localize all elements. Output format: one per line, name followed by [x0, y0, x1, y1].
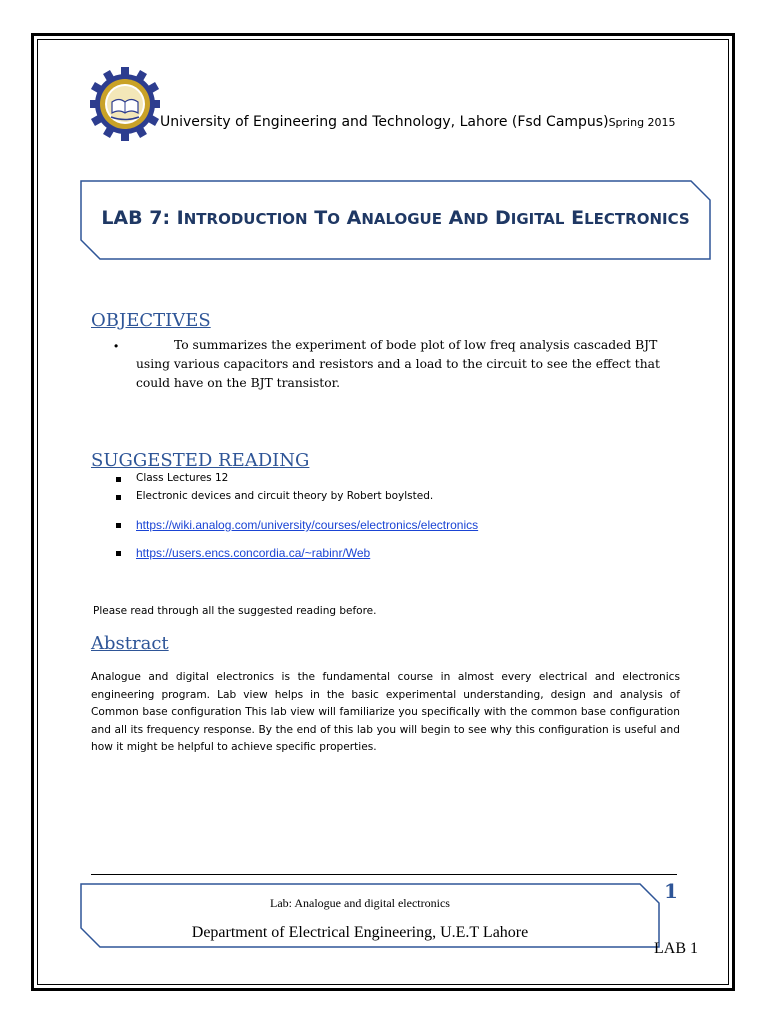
lab-title-rest: NTRODUCTION [183, 210, 308, 228]
objectives-body: To summarizes the experiment of bode plot of low freq analysis cascaded BJT using various capacitors and resistors and a load to the circuit to see the effect that could have on the BJT transistor. [136, 338, 660, 390]
lab-title-initial: A [346, 207, 362, 229]
bullet-square-icon [116, 523, 121, 528]
reading-note: Please read through all the suggested reading before. [93, 605, 377, 617]
lab-title-word [177, 207, 308, 229]
bullet-square-icon [116, 477, 121, 482]
semester-label: Spring 2015 [608, 116, 676, 129]
footer-rule [91, 874, 677, 875]
bullet-square-icon [116, 495, 121, 500]
reading-link-analog[interactable]: https://wiki.analog.com/university/courses/electronics/electronics [136, 518, 479, 532]
lab-title-rest: LECTRONICS [584, 210, 690, 228]
lab-title-initial: D [494, 207, 511, 229]
lab-title [80, 207, 711, 229]
lab-title-prefix: LAB 7: [101, 207, 171, 229]
lab-title-rest: O [327, 210, 340, 228]
lab-label: LAB 1 [654, 940, 698, 957]
reading-link-concordia[interactable]: https://users.encs.concordia.ca/~rabinr/Web [136, 546, 371, 560]
objectives-heading: OBJECTIVES [91, 310, 211, 331]
lab-title-word [571, 207, 690, 229]
lab-title-word [449, 207, 489, 229]
lab-title-initial: E [571, 207, 585, 229]
suggested-reading-heading: SUGGESTED READING [91, 450, 310, 471]
lab-title-word [495, 207, 565, 229]
footer-department: Department of Electrical Engineering, U.E.T Lahore [191, 924, 529, 941]
lab-title-initial: A [448, 207, 464, 229]
lab-title-word [314, 207, 340, 229]
page-number: 1 [664, 879, 678, 903]
lab-title-rest: IGITAL [510, 210, 565, 228]
lab-title-rest: NALOGUE [361, 210, 442, 228]
university-label: University of Engineering and Technology, Lahore (Fsd Campus) [160, 114, 609, 130]
objectives-bullet: • [114, 339, 119, 353]
objectives-text [136, 336, 680, 393]
lab-title-initial: I [176, 207, 184, 229]
reading-item-label: Electronic devices and circuit theory by Robert boylsted. [136, 490, 434, 502]
reading-item-label: Class Lectures 12 [136, 472, 229, 484]
university-logo [90, 66, 160, 142]
abstract-text: Analogue and digital electronics is the fundamental course in almost every electrical and electronics engineering program. Lab view helps in the basic experimental understanding, design and analysis of Common base configuration This lab view will familiarize you specifically with the common base configuration and all its frequency response. By the end of this lab you will begin to see why this configuration is useful and how it might be helpful to achieve specific properties. [91, 671, 680, 753]
footer-course: Lab: Analogue and digital electronics [270, 896, 450, 910]
lab-title-rest: ND [463, 210, 489, 228]
lab-title-initial: T [314, 207, 328, 229]
bullet-square-icon [116, 551, 121, 556]
abstract-heading: Abstract [91, 633, 169, 654]
university-name [160, 114, 676, 130]
lab-title-word [347, 207, 442, 229]
